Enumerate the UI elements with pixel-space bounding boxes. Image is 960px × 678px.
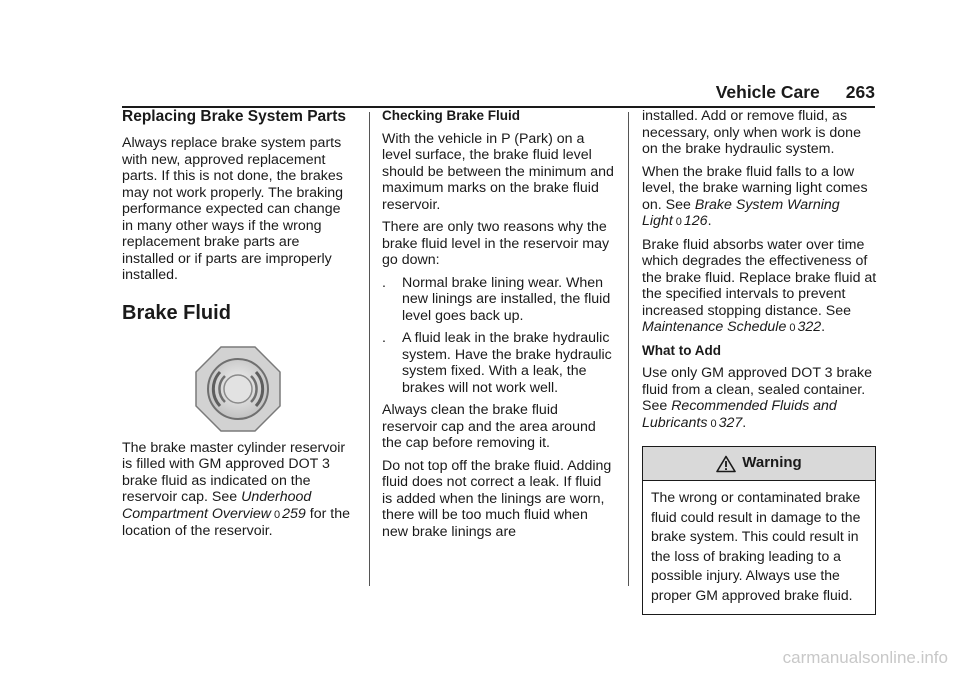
page-ref-icon: 0 — [274, 508, 281, 521]
paragraph: Always clean the brake fluid reservoir cap and the area around the cap before removing it. — [382, 402, 596, 451]
warning-header — [643, 447, 875, 481]
list-item — [382, 275, 614, 325]
bullet-marker: . — [382, 330, 386, 346]
bullet-marker: . — [382, 274, 386, 291]
section-title: Replacing Brake System Parts — [122, 108, 346, 125]
page-ref-icon: 0 — [675, 216, 682, 228]
page-ref[interactable]: 126 — [683, 213, 708, 229]
list-item-text: Normal brake lining wear. When new linings are installed, the fluid level goes back up. — [402, 274, 611, 324]
list-item-text: A fluid leak in the brake hydraulic system. Have the brake hydraulic system fixed. With a leak, the brakes will not work well. — [402, 330, 612, 396]
paragraph — [642, 237, 878, 337]
list-item — [382, 330, 614, 396]
paragraph: Always replace brake system parts with new, approved replacement parts. If this is not done, the brakes may not work properly. The braking performance expected can change in many other ways if the wrong replacement brake parts are installed or if parts are improperly installed. — [122, 135, 344, 283]
page-ref[interactable]: 327 — [718, 414, 743, 431]
page-number: 263 — [845, 82, 875, 102]
column-2 — [382, 108, 614, 546]
text: When the brake fluid falls to a low level, the brake warning light comes on. See — [642, 163, 868, 213]
paragraph: installed. Add or remove fluid, as necessary, only when work is done on the brake hydraulic system. — [642, 108, 861, 157]
warning-box — [642, 446, 876, 615]
paragraph: With the vehicle in P (Park) on a level surface, the brake fluid level should be between the minimum and maximum marks on the brake fluid reservoir. — [382, 130, 614, 213]
paragraph — [122, 440, 354, 540]
warning-title: Warning — [742, 454, 802, 472]
warning-triangle-icon — [716, 455, 736, 473]
text: for the location of the reservoir. — [122, 505, 350, 539]
text: . — [742, 414, 747, 431]
paragraph: There are only two reasons why the brake fluid level in the reservoir may go down: — [382, 219, 610, 268]
cross-reference-link[interactable]: Maintenance Schedule — [642, 319, 787, 335]
warning-text: The wrong or contaminated brake fluid could result in damage to the brake system. This could result in the loss of braking leading to a possible injury. Always use the proper GM approved brake fluid. — [651, 489, 861, 603]
page-ref[interactable]: 322 — [797, 319, 822, 335]
cross-reference-link[interactable]: Brake System Warning Light — [642, 196, 840, 229]
page-ref[interactable]: 259 — [282, 505, 306, 522]
paragraph — [642, 164, 878, 231]
watermark: carmanualsonline.info — [782, 648, 948, 667]
brake-fluid-reservoir-cap-icon — [195, 346, 281, 432]
column-divider — [628, 112, 629, 586]
text: . — [707, 213, 712, 229]
paragraph: Do not top off the brake fluid. Adding fluid does not correct a leak. If fluid is added when the linings are worn, there will be too much fluid when new brake linings are — [382, 457, 612, 540]
column-1 — [122, 108, 354, 546]
icon-wrapper — [122, 346, 354, 432]
text: Use only GM approved DOT 3 brake fluid from a clean, sealed container. See — [642, 365, 872, 414]
brake-fluid-title: Brake Fluid — [122, 301, 231, 324]
text: Brake fluid absorbs water over time which degrades the effectiveness of the brake fluid. Replace brake fluid at the specified intervals to prevent increased stopping distance. See — [642, 236, 877, 319]
text: The brake master cylinder reservoir is filled with GM approved DOT 3 brake fluid as indicated on the reservoir cap. See — [122, 439, 346, 505]
page-ref-icon: 0 — [789, 322, 796, 334]
header-text — [716, 82, 875, 103]
paragraph — [642, 365, 878, 432]
page-ref-icon: 0 — [710, 417, 717, 430]
column-3 — [642, 108, 878, 615]
cross-reference-link[interactable]: Recommended Fluids and Lubricants — [642, 398, 837, 431]
header-section: Vehicle Care — [715, 82, 820, 102]
cross-reference-link[interactable]: Underhood Compartment Overview — [122, 489, 312, 522]
subheading: Checking Brake Fluid — [382, 108, 521, 123]
subheading: What to Add — [642, 342, 721, 358]
text: . — [821, 319, 826, 335]
column-divider — [369, 112, 370, 586]
